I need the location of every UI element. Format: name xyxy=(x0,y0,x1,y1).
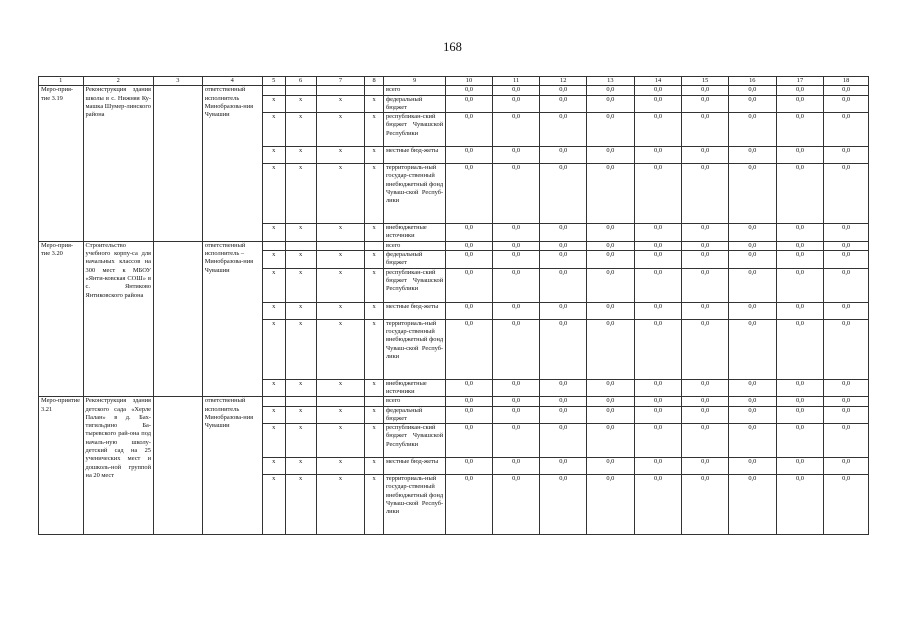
value-cell: 0,0 xyxy=(634,319,682,379)
x-mark-cell: х xyxy=(262,95,285,113)
table-row xyxy=(39,241,869,250)
x-mark-cell xyxy=(316,86,365,95)
x-mark-cell: х xyxy=(316,458,365,475)
value-cell: 0,0 xyxy=(728,406,776,424)
value-cell: 0,0 xyxy=(446,164,493,224)
table-row xyxy=(39,397,869,406)
header-cell: 4 xyxy=(202,77,262,86)
x-mark-cell: х xyxy=(262,164,285,224)
value-cell: 0,0 xyxy=(540,379,587,397)
header-cell: 1 xyxy=(39,77,84,86)
value-cell: 0,0 xyxy=(540,475,587,535)
funding-source: местные бюд-жеты xyxy=(383,147,445,164)
value-cell: 0,0 xyxy=(540,268,587,302)
x-mark-cell: х xyxy=(365,406,384,424)
value-cell: 0,0 xyxy=(492,86,540,95)
value-cell: 0,0 xyxy=(824,251,869,269)
value-cell: 0,0 xyxy=(540,241,587,250)
value-cell: 0,0 xyxy=(776,397,824,406)
value-cell: 0,0 xyxy=(446,424,493,458)
x-mark-cell: х xyxy=(262,319,285,379)
value-cell: 0,0 xyxy=(682,475,729,535)
x-mark-cell: х xyxy=(365,268,384,302)
measure-name: Реконструкция здания детского сада «Херле Палан» в д. Бах-тигильдино Ба-тыревского рай-она под началь-ную школу-детский сад на 25 ученических мест и дошколь-ной группой на 20 мест xyxy=(83,397,153,535)
value-cell: 0,0 xyxy=(540,147,587,164)
value-cell: 0,0 xyxy=(682,268,729,302)
header-row xyxy=(39,77,869,86)
value-cell: 0,0 xyxy=(776,379,824,397)
value-cell: 0,0 xyxy=(634,224,682,242)
header-cell: 7 xyxy=(316,77,365,86)
value-cell: 0,0 xyxy=(446,406,493,424)
x-mark-cell: х xyxy=(262,302,285,319)
value-cell: 0,0 xyxy=(587,224,635,242)
value-cell: 0,0 xyxy=(824,164,869,224)
funding-source: федеральный бюджет xyxy=(383,406,445,424)
value-cell: 0,0 xyxy=(587,86,635,95)
value-cell: 0,0 xyxy=(824,397,869,406)
x-mark-cell: х xyxy=(262,113,285,147)
value-cell: 0,0 xyxy=(682,241,729,250)
value-cell: 0,0 xyxy=(824,241,869,250)
x-mark-cell: х xyxy=(365,319,384,379)
value-cell: 0,0 xyxy=(587,458,635,475)
value-cell: 0,0 xyxy=(776,95,824,113)
funding-source: республикан-ский бюджет Чувашской Республики xyxy=(383,113,445,147)
value-cell: 0,0 xyxy=(540,458,587,475)
funding-source: всего xyxy=(383,241,445,250)
funding-source: местные бюд-жеты xyxy=(383,302,445,319)
x-mark-cell: х xyxy=(285,379,316,397)
x-mark-cell: х xyxy=(285,224,316,242)
value-cell: 0,0 xyxy=(682,113,729,147)
value-cell: 0,0 xyxy=(634,379,682,397)
header-cell: 16 xyxy=(728,77,776,86)
value-cell: 0,0 xyxy=(824,379,869,397)
value-cell: 0,0 xyxy=(587,302,635,319)
value-cell: 0,0 xyxy=(682,251,729,269)
value-cell: 0,0 xyxy=(728,147,776,164)
value-cell: 0,0 xyxy=(682,424,729,458)
x-mark-cell: х xyxy=(316,147,365,164)
value-cell: 0,0 xyxy=(728,251,776,269)
value-cell: 0,0 xyxy=(634,458,682,475)
value-cell: 0,0 xyxy=(634,95,682,113)
x-mark-cell: х xyxy=(365,458,384,475)
x-mark-cell: х xyxy=(285,147,316,164)
measure-executor: ответственный исполнитель Минобразова-ния Чувашии xyxy=(202,86,262,241)
value-cell: 0,0 xyxy=(824,475,869,535)
x-mark-cell: х xyxy=(365,251,384,269)
x-mark-cell: х xyxy=(316,406,365,424)
measure-col3 xyxy=(154,397,203,535)
value-cell: 0,0 xyxy=(446,458,493,475)
x-mark-cell xyxy=(262,241,285,250)
x-mark-cell: х xyxy=(365,302,384,319)
x-mark-cell xyxy=(262,397,285,406)
value-cell: 0,0 xyxy=(587,406,635,424)
x-mark-cell xyxy=(365,241,384,250)
x-mark-cell: х xyxy=(262,475,285,535)
value-cell: 0,0 xyxy=(824,406,869,424)
value-cell: 0,0 xyxy=(824,224,869,242)
value-cell: 0,0 xyxy=(728,458,776,475)
value-cell: 0,0 xyxy=(492,397,540,406)
x-mark-cell: х xyxy=(262,268,285,302)
value-cell: 0,0 xyxy=(446,113,493,147)
header-cell: 11 xyxy=(492,77,540,86)
x-mark-cell: х xyxy=(262,379,285,397)
page-number: 168 xyxy=(443,40,462,54)
value-cell: 0,0 xyxy=(492,164,540,224)
value-cell: 0,0 xyxy=(776,319,824,379)
value-cell: 0,0 xyxy=(446,95,493,113)
value-cell: 0,0 xyxy=(492,302,540,319)
measure-col3 xyxy=(154,86,203,241)
value-cell: 0,0 xyxy=(824,147,869,164)
x-mark-cell: х xyxy=(285,268,316,302)
value-cell: 0,0 xyxy=(446,397,493,406)
value-cell: 0,0 xyxy=(446,302,493,319)
measure-code: Меро-прия-тие 3.20 xyxy=(39,241,84,396)
value-cell: 0,0 xyxy=(587,475,635,535)
header-cell: 5 xyxy=(262,77,285,86)
value-cell: 0,0 xyxy=(824,86,869,95)
value-cell: 0,0 xyxy=(824,424,869,458)
value-cell: 0,0 xyxy=(634,268,682,302)
funding-source: всего xyxy=(383,86,445,95)
header-cell: 8 xyxy=(365,77,384,86)
value-cell: 0,0 xyxy=(446,224,493,242)
value-cell: 0,0 xyxy=(634,113,682,147)
header-cell: 6 xyxy=(285,77,316,86)
x-mark-cell: х xyxy=(316,251,365,269)
x-mark-cell: х xyxy=(365,424,384,458)
x-mark-cell xyxy=(365,86,384,95)
value-cell: 0,0 xyxy=(776,224,824,242)
value-cell: 0,0 xyxy=(540,406,587,424)
value-cell: 0,0 xyxy=(776,458,824,475)
x-mark-cell: х xyxy=(316,319,365,379)
value-cell: 0,0 xyxy=(540,164,587,224)
value-cell: 0,0 xyxy=(587,319,635,379)
value-cell: 0,0 xyxy=(634,241,682,250)
value-cell: 0,0 xyxy=(492,458,540,475)
x-mark-cell: х xyxy=(285,458,316,475)
measure-name: Строительство учебного корпу-са для начальных классов на 300 мест к МБОУ «Янти-ковская СОШ» в с. Янтиково Янтиковского района xyxy=(83,241,153,396)
x-mark-cell: х xyxy=(285,113,316,147)
x-mark-cell xyxy=(285,397,316,406)
value-cell: 0,0 xyxy=(728,113,776,147)
value-cell: 0,0 xyxy=(492,147,540,164)
x-mark-cell: х xyxy=(262,424,285,458)
value-cell: 0,0 xyxy=(728,475,776,535)
value-cell: 0,0 xyxy=(587,95,635,113)
x-mark-cell: х xyxy=(262,224,285,242)
value-cell: 0,0 xyxy=(446,319,493,379)
measure-code: Меро-приятие 3.21 xyxy=(39,397,84,535)
funding-source: федеральный бюджет xyxy=(383,251,445,269)
value-cell: 0,0 xyxy=(492,379,540,397)
header-cell: 2 xyxy=(83,77,153,86)
value-cell: 0,0 xyxy=(540,397,587,406)
x-mark-cell: х xyxy=(262,406,285,424)
value-cell: 0,0 xyxy=(824,95,869,113)
table-row xyxy=(39,86,869,95)
value-cell: 0,0 xyxy=(824,319,869,379)
x-mark-cell: х xyxy=(365,113,384,147)
x-mark-cell: х xyxy=(316,95,365,113)
value-cell: 0,0 xyxy=(540,86,587,95)
value-cell: 0,0 xyxy=(492,475,540,535)
value-cell: 0,0 xyxy=(824,302,869,319)
value-cell: 0,0 xyxy=(492,319,540,379)
value-cell: 0,0 xyxy=(776,406,824,424)
value-cell: 0,0 xyxy=(540,95,587,113)
header-cell: 9 xyxy=(383,77,445,86)
header-cell: 13 xyxy=(587,77,635,86)
value-cell: 0,0 xyxy=(634,164,682,224)
x-mark-cell: х xyxy=(262,147,285,164)
x-mark-cell xyxy=(365,397,384,406)
value-cell: 0,0 xyxy=(492,113,540,147)
x-mark-cell: х xyxy=(285,406,316,424)
value-cell: 0,0 xyxy=(492,224,540,242)
x-mark-cell: х xyxy=(365,164,384,224)
x-mark-cell: х xyxy=(285,475,316,535)
value-cell: 0,0 xyxy=(682,95,729,113)
value-cell: 0,0 xyxy=(728,302,776,319)
value-cell: 0,0 xyxy=(446,268,493,302)
x-mark-cell: х xyxy=(316,475,365,535)
value-cell: 0,0 xyxy=(587,268,635,302)
value-cell: 0,0 xyxy=(446,147,493,164)
x-mark-cell: х xyxy=(316,424,365,458)
value-cell: 0,0 xyxy=(587,397,635,406)
header-cell: 10 xyxy=(446,77,493,86)
value-cell: 0,0 xyxy=(540,319,587,379)
x-mark-cell: х xyxy=(365,95,384,113)
value-cell: 0,0 xyxy=(634,406,682,424)
value-cell: 0,0 xyxy=(682,86,729,95)
value-cell: 0,0 xyxy=(728,268,776,302)
x-mark-cell: х xyxy=(285,251,316,269)
value-cell: 0,0 xyxy=(587,251,635,269)
value-cell: 0,0 xyxy=(634,302,682,319)
header-cell: 3 xyxy=(154,77,203,86)
x-mark-cell: х xyxy=(262,458,285,475)
value-cell: 0,0 xyxy=(492,268,540,302)
value-cell: 0,0 xyxy=(682,458,729,475)
value-cell: 0,0 xyxy=(682,319,729,379)
value-cell: 0,0 xyxy=(634,86,682,95)
value-cell: 0,0 xyxy=(492,406,540,424)
value-cell: 0,0 xyxy=(540,251,587,269)
x-mark-cell xyxy=(285,86,316,95)
value-cell: 0,0 xyxy=(682,164,729,224)
value-cell: 0,0 xyxy=(776,302,824,319)
x-mark-cell: х xyxy=(365,224,384,242)
value-cell: 0,0 xyxy=(824,268,869,302)
funding-source: местные бюд-жеты xyxy=(383,458,445,475)
value-cell: 0,0 xyxy=(728,397,776,406)
x-mark-cell: х xyxy=(316,379,365,397)
value-cell: 0,0 xyxy=(776,113,824,147)
x-mark-cell: х xyxy=(316,224,365,242)
value-cell: 0,0 xyxy=(540,424,587,458)
value-cell: 0,0 xyxy=(634,424,682,458)
value-cell: 0,0 xyxy=(776,241,824,250)
value-cell: 0,0 xyxy=(728,86,776,95)
value-cell: 0,0 xyxy=(540,113,587,147)
value-cell: 0,0 xyxy=(492,251,540,269)
value-cell: 0,0 xyxy=(446,241,493,250)
x-mark-cell xyxy=(285,241,316,250)
x-mark-cell: х xyxy=(285,302,316,319)
value-cell: 0,0 xyxy=(776,147,824,164)
value-cell: 0,0 xyxy=(728,424,776,458)
value-cell: 0,0 xyxy=(776,424,824,458)
funding-source: внебюджетные источники xyxy=(383,379,445,397)
header-cell: 17 xyxy=(776,77,824,86)
funding-source: территориаль-ный государ-ственный внебюджетный фонд Чуваш-ской Респуб-лики xyxy=(383,475,445,535)
x-mark-cell: х xyxy=(285,164,316,224)
value-cell: 0,0 xyxy=(776,251,824,269)
x-mark-cell: х xyxy=(285,319,316,379)
x-mark-cell: х xyxy=(262,251,285,269)
value-cell: 0,0 xyxy=(446,475,493,535)
value-cell: 0,0 xyxy=(492,95,540,113)
value-cell: 0,0 xyxy=(540,302,587,319)
value-cell: 0,0 xyxy=(492,424,540,458)
x-mark-cell: х xyxy=(316,164,365,224)
measure-executor: ответственный исполнитель – Минобразова-ния Чувашии xyxy=(202,241,262,396)
funding-source: республикан-ский бюджет Чувашской Республики xyxy=(383,424,445,458)
header-cell: 12 xyxy=(540,77,587,86)
value-cell: 0,0 xyxy=(728,319,776,379)
value-cell: 0,0 xyxy=(587,241,635,250)
funding-source: федеральный бюджет xyxy=(383,95,445,113)
funding-source: республикан-ский бюджет Чувашской Республики xyxy=(383,268,445,302)
value-cell: 0,0 xyxy=(492,241,540,250)
x-mark-cell xyxy=(262,86,285,95)
value-cell: 0,0 xyxy=(682,406,729,424)
x-mark-cell: х xyxy=(365,147,384,164)
value-cell: 0,0 xyxy=(728,379,776,397)
value-cell: 0,0 xyxy=(728,224,776,242)
value-cell: 0,0 xyxy=(634,475,682,535)
x-mark-cell: х xyxy=(365,475,384,535)
measure-code: Меро-прия-тие 3.19 xyxy=(39,86,84,241)
value-cell: 0,0 xyxy=(634,147,682,164)
x-mark-cell: х xyxy=(285,95,316,113)
value-cell: 0,0 xyxy=(540,224,587,242)
value-cell: 0,0 xyxy=(776,86,824,95)
x-mark-cell: х xyxy=(285,424,316,458)
x-mark-cell xyxy=(316,397,365,406)
funding-source: внебюджетные источники xyxy=(383,224,445,242)
value-cell: 0,0 xyxy=(446,86,493,95)
measure-col3 xyxy=(154,241,203,396)
value-cell: 0,0 xyxy=(587,164,635,224)
measure-executor: ответственный исполнитель Минобразова-ния Чувашии xyxy=(202,397,262,535)
value-cell: 0,0 xyxy=(682,224,729,242)
program-measures-table xyxy=(38,76,869,535)
value-cell: 0,0 xyxy=(682,302,729,319)
value-cell: 0,0 xyxy=(728,95,776,113)
value-cell: 0,0 xyxy=(728,164,776,224)
value-cell: 0,0 xyxy=(587,424,635,458)
value-cell: 0,0 xyxy=(824,458,869,475)
value-cell: 0,0 xyxy=(446,379,493,397)
header-cell: 14 xyxy=(634,77,682,86)
value-cell: 0,0 xyxy=(446,251,493,269)
value-cell: 0,0 xyxy=(682,397,729,406)
value-cell: 0,0 xyxy=(634,251,682,269)
header-cell: 18 xyxy=(824,77,869,86)
value-cell: 0,0 xyxy=(682,379,729,397)
measure-name: Реконструкция здания школы в с. Нижняя Ку-машка Шумер-линского района xyxy=(83,86,153,241)
funding-source: территориаль-ный государ-ственный внебюджетный фонд Чуваш-ской Респуб-лики xyxy=(383,164,445,224)
value-cell: 0,0 xyxy=(587,147,635,164)
value-cell: 0,0 xyxy=(634,397,682,406)
value-cell: 0,0 xyxy=(587,113,635,147)
value-cell: 0,0 xyxy=(824,113,869,147)
x-mark-cell: х xyxy=(316,113,365,147)
funding-source: территориаль-ный государ-ственный внебюджетный фонд Чуваш-ской Респуб-лики xyxy=(383,319,445,379)
funding-source: всего xyxy=(383,397,445,406)
x-mark-cell: х xyxy=(316,302,365,319)
value-cell: 0,0 xyxy=(682,147,729,164)
value-cell: 0,0 xyxy=(587,379,635,397)
x-mark-cell xyxy=(316,241,365,250)
value-cell: 0,0 xyxy=(728,241,776,250)
header-cell: 15 xyxy=(682,77,729,86)
value-cell: 0,0 xyxy=(776,475,824,535)
x-mark-cell: х xyxy=(365,379,384,397)
value-cell: 0,0 xyxy=(776,164,824,224)
value-cell: 0,0 xyxy=(776,268,824,302)
x-mark-cell: х xyxy=(316,268,365,302)
